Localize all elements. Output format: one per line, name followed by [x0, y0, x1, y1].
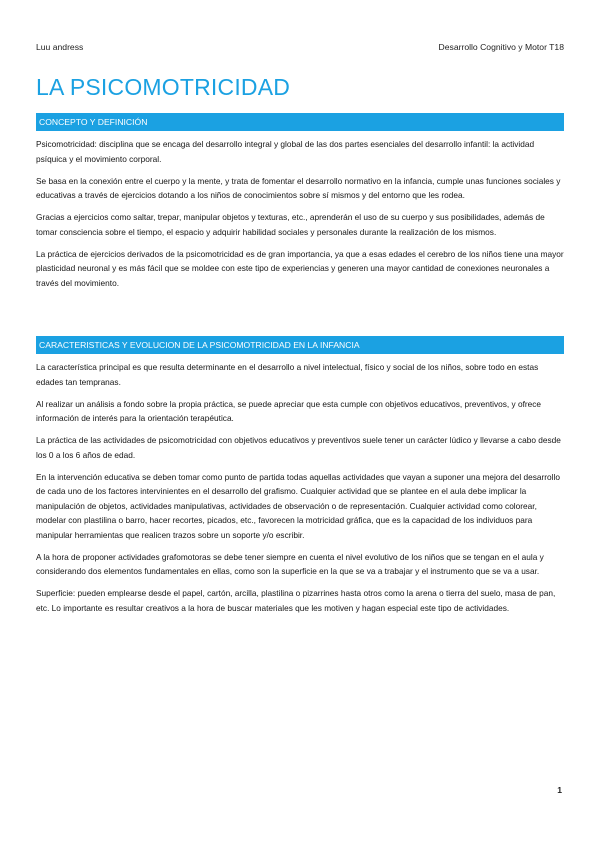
page-header [36, 42, 564, 52]
paragraph: La característica principal es que resulta determinante en el desarrollo a nivel intelectual, físico y social de los niños, sobre todo en estas edades tan tempranas. [36, 362, 539, 387]
document-title: LA PSICOMOTRICIDAD [36, 74, 291, 100]
section-body-caracteristicas [36, 360, 566, 623]
paragraph: Gracias a ejercicios como saltar, trepar, manipular objetos y texturas, etc., aprenderán el uso de su cuerpo y sus posibilidades, además de tomar consciencia sobre el tiempo, el espacio y adquirir habilidad sociales y personales durante la realización de los mismos. [36, 212, 545, 237]
paragraph: Al realizar un análisis a fondo sobre la propia práctica, se puede apreciar que esta cumple con objetivos educativos, preventivos, y ofrece información de interés para la orientación terapéutica. [36, 398, 542, 423]
section-heading-concepto: CONCEPTO Y DEFINICIÓN [36, 113, 564, 131]
paragraph: Psicomotricidad: disciplina que se encaga del desarrollo integral y global de las dos partes esenciales del desarrollo infantil: la actividad psíquica y el movimiento corporal. [36, 139, 535, 164]
paragraph: La práctica de ejercicios derivados de la psicomotricidad es de gran importancia, ya que a esas edades el cerebro de los niños tiene una mayor plasticidad neuronal y es más fácil que se moldee con este tipo de experiencias y generen una mayor cantidad de conexiones neuronales a través del movimiento. [36, 248, 564, 288]
paragraph: La práctica de las actividades de psicomotricidad con objetivos educativos y preventivos suele tener un carácter lúdico y llevarse a cabo desde los 0 a los 6 años de edad. [36, 435, 561, 460]
section-body-concepto [36, 137, 566, 298]
header-course: Desarrollo Cognitivo y Motor T18 [438, 42, 564, 52]
paragraph: A la hora de proponer actividades grafomotoras se debe tener siempre en cuenta el nivel evolutivo de los niños que se tengan en el aula y considerando dos elementos fundamentales en ellas, como son la superficie en la que se va a trabajar y el instrumento que se va a usar. [36, 551, 544, 576]
page-number: 1 [557, 785, 562, 795]
section-heading-caracteristicas: CARACTERISTICAS Y EVOLUCION DE LA PSICOMOTRICIDAD EN LA INFANCIA [36, 336, 564, 354]
header-author: Luu andress [36, 42, 84, 52]
paragraph: En la intervención educativa se deben tomar como punto de partida todas aquellas actividades que vayan a suponer una mejora del desarrollo de cada uno de los factores intervinientes en el desarrollo del grafismo. Cualquier actividad que se plantee en el aula debe implicar la manipulación de objetos, actividades manipulativas, actividades de observación o de representación. Cualquier actividad como colorear, modelar con plastilina o barro, hacer recortes, picados, etc., favorecen la motricidad gráfica, que es la capacidad de los individuos para manipular herramientas que realicen trazos sobre un soporte y/o escribir. [36, 471, 560, 540]
paragraph: Se basa en la conexión entre el cuerpo y la mente, y trata de fomentar el desarrollo normativo en la infancia, cumple unas funciones sociales y educativas a través de ejercicios dotando a los niños de conocimientos sobre sí mismos y del entorno que les rodea. [36, 175, 561, 200]
paragraph: Superficie: pueden emplearse desde el papel, cartón, arcilla, plastilina o pizarrines hasta otros como la arena o tierra del suelo, masa de pan, etc. Lo importante es resultar creativos a la hora de buscar materiales que les motiven y hagan especial este tipo de actividades. [36, 588, 556, 613]
